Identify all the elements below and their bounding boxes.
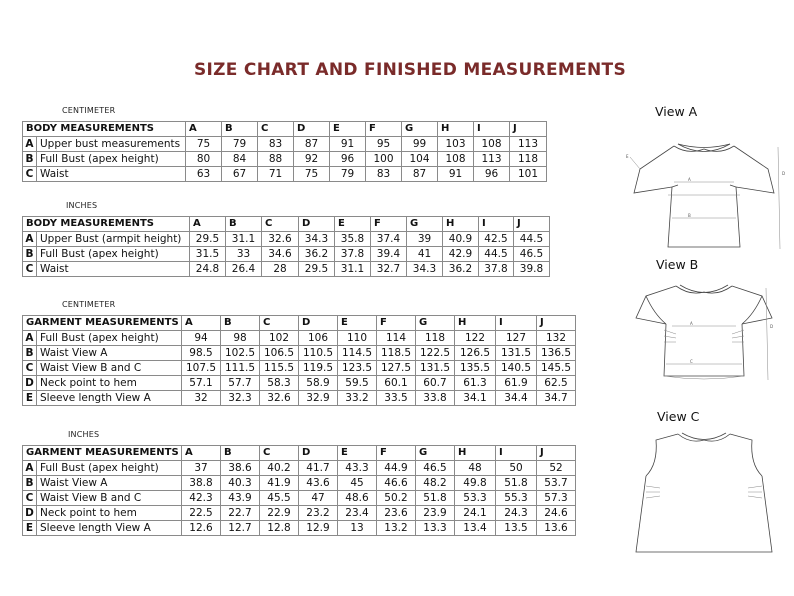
table-cell: 36.2 [443, 262, 479, 277]
table-cell: 107.5 [182, 361, 221, 376]
table-cell: 41.9 [260, 476, 299, 491]
row-label: Waist View A [37, 346, 182, 361]
table-cell: 131.5 [496, 346, 537, 361]
table-cell: 40.3 [221, 476, 260, 491]
view-c-label: View C [657, 409, 700, 424]
table-cell: 84 [222, 152, 258, 167]
table-cell: 29.5 [299, 262, 335, 277]
table-caption: INCHES [66, 201, 98, 210]
table-cell: 60.7 [416, 376, 455, 391]
table-cell: 34.6 [262, 247, 299, 262]
row-label: Neck point to hem [37, 376, 182, 391]
table-cell: 62.5 [537, 376, 576, 391]
table-cell: 24.3 [496, 506, 537, 521]
view-b-label: View B [656, 257, 699, 272]
table-cell: 35.8 [335, 232, 371, 247]
table-cell: 26.4 [226, 262, 262, 277]
table-cell: 51.8 [496, 476, 537, 491]
table-cell: 118 [510, 152, 547, 167]
measure-mark-d: D [782, 171, 786, 176]
row-letter: A [23, 461, 37, 476]
table-cell: 59.5 [338, 376, 377, 391]
table-cell: 57.3 [537, 491, 576, 506]
table-row [23, 361, 576, 376]
table-cell: 88 [258, 152, 294, 167]
table-cell: 102.5 [221, 346, 260, 361]
table-row [23, 247, 550, 262]
table-cell: 43.6 [299, 476, 338, 491]
table-header-label: GARMENT MEASUREMENTS [23, 446, 182, 461]
size-header-j: J [510, 122, 547, 137]
table-cell: 29.5 [190, 232, 226, 247]
size-header-d: D [294, 122, 330, 137]
table-cell: 50.2 [377, 491, 416, 506]
table-cell: 13 [338, 521, 377, 536]
view-b-garment-drawing [620, 280, 790, 400]
table-cell: 13.3 [416, 521, 455, 536]
row-letter: D [23, 506, 37, 521]
size-header-c: C [258, 122, 294, 137]
table-cell: 122.5 [416, 346, 455, 361]
size-header-e: E [330, 122, 366, 137]
table-cell: 98 [221, 331, 260, 346]
table-cell: 31.1 [335, 262, 371, 277]
table-cell: 132 [537, 331, 576, 346]
table-cell: 32 [182, 391, 221, 406]
table-header-row [23, 122, 547, 137]
table-cell: 45.5 [260, 491, 299, 506]
table-cell: 37.8 [479, 262, 514, 277]
row-label: Full Bust (apex height) [37, 152, 186, 167]
measure-mark-d: D [770, 324, 774, 329]
table-cell: 44.5 [514, 232, 550, 247]
table-caption: CENTIMETER [62, 106, 116, 115]
table-cell: 115.5 [260, 361, 299, 376]
size-header-i: I [496, 316, 537, 331]
table-cell: 32.3 [221, 391, 260, 406]
table-row [23, 391, 576, 406]
table-cell: 23.9 [416, 506, 455, 521]
row-label: Waist View A [37, 476, 182, 491]
table-cell: 145.5 [537, 361, 576, 376]
table-cell: 36.2 [299, 247, 335, 262]
table-cell: 45 [338, 476, 377, 491]
row-label: Sleeve length View A [37, 521, 182, 536]
size-header-h: H [438, 122, 474, 137]
table-cell: 38.6 [221, 461, 260, 476]
size-header-c: C [260, 446, 299, 461]
table-cell: 12.8 [260, 521, 299, 536]
table-cell: 37 [182, 461, 221, 476]
table-cell: 106 [299, 331, 338, 346]
table-cell: 23.2 [299, 506, 338, 521]
measure-mark-e: E [626, 154, 629, 159]
table-cell: 57.1 [182, 376, 221, 391]
size-header-j: J [537, 316, 576, 331]
table-cell: 32.6 [260, 391, 299, 406]
page-title: SIZE CHART AND FINISHED MEASUREMENTS [194, 60, 626, 80]
table-cell: 61.3 [455, 376, 496, 391]
table-cell: 33.5 [377, 391, 416, 406]
table-cell: 33.2 [338, 391, 377, 406]
size-header-f: F [366, 122, 402, 137]
table-row [23, 521, 576, 536]
table-cell: 48.6 [338, 491, 377, 506]
table-cell: 44.5 [479, 247, 514, 262]
row-label: Upper Bust (armpit height) [37, 232, 190, 247]
row-letter: A [23, 232, 37, 247]
table-cell: 13.6 [537, 521, 576, 536]
size-header-h: H [455, 316, 496, 331]
size-header-a: A [186, 122, 222, 137]
table-cell: 108 [438, 152, 474, 167]
table-cell: 106.5 [260, 346, 299, 361]
size-header-e: E [335, 217, 371, 232]
table-header-row [23, 217, 550, 232]
table-cell: 87 [402, 167, 438, 182]
table-row [23, 262, 550, 277]
size-header-d: D [299, 316, 338, 331]
table-cell: 34.3 [299, 232, 335, 247]
table-row [23, 491, 576, 506]
table-cell: 28 [262, 262, 299, 277]
table-cell: 55.3 [496, 491, 537, 506]
measure-mark-c: C [690, 359, 693, 364]
row-letter: B [23, 152, 37, 167]
table-header-row [23, 446, 576, 461]
table-cell: 41 [407, 247, 443, 262]
table-cell: 40.2 [260, 461, 299, 476]
table-cell: 94 [182, 331, 221, 346]
row-letter: A [23, 137, 37, 152]
table-cell: 75 [186, 137, 222, 152]
table-row [23, 376, 576, 391]
table-cell: 99 [402, 137, 438, 152]
view-c-garment-drawing [620, 428, 790, 556]
table-cell: 43.9 [221, 491, 260, 506]
view-a-garment-drawing [620, 125, 790, 255]
row-label: Waist View B and C [37, 491, 182, 506]
table-cell: 53.7 [537, 476, 576, 491]
table-cell: 123.5 [338, 361, 377, 376]
measure-mark-a: A [688, 177, 691, 182]
table-cell: 48 [455, 461, 496, 476]
table-cell: 75 [294, 167, 330, 182]
size-header-h: H [443, 217, 479, 232]
table-cell: 38.8 [182, 476, 221, 491]
size-header-a: A [182, 446, 221, 461]
table-cell: 43.3 [338, 461, 377, 476]
table-cell: 24.6 [537, 506, 576, 521]
table-cell: 42.9 [443, 247, 479, 262]
table-cell: 98.5 [182, 346, 221, 361]
size-header-c: C [262, 217, 299, 232]
body-measurements-cm-table [22, 121, 547, 182]
table-cell: 42.3 [182, 491, 221, 506]
table-cell: 61.9 [496, 376, 537, 391]
table-cell: 136.5 [537, 346, 576, 361]
table-cell: 39 [407, 232, 443, 247]
table-cell: 13.4 [455, 521, 496, 536]
table-cell: 113 [474, 152, 510, 167]
size-header-g: G [416, 316, 455, 331]
table-cell: 110.5 [299, 346, 338, 361]
size-header-d: D [299, 217, 335, 232]
table-cell: 135.5 [455, 361, 496, 376]
table-cell: 31.5 [190, 247, 226, 262]
table-cell: 13.5 [496, 521, 537, 536]
table-cell: 39.4 [371, 247, 407, 262]
table-cell: 108 [474, 137, 510, 152]
row-letter: C [23, 491, 37, 506]
table-cell: 92 [294, 152, 330, 167]
table-cell: 67 [222, 167, 258, 182]
table-cell: 101 [510, 167, 547, 182]
row-letter: C [23, 262, 37, 277]
table-cell: 52 [537, 461, 576, 476]
table-cell: 24.8 [190, 262, 226, 277]
measure-mark-b: B [688, 213, 691, 218]
size-header-b: B [226, 217, 262, 232]
size-header-b: B [221, 316, 260, 331]
table-cell: 95 [366, 137, 402, 152]
garment-measurements-in-table [22, 445, 576, 536]
table-cell: 12.7 [221, 521, 260, 536]
size-header-b: B [222, 122, 258, 137]
table-cell: 46.5 [514, 247, 550, 262]
table-cell: 34.7 [537, 391, 576, 406]
row-label: Full Bust (apex height) [37, 247, 190, 262]
table-cell: 114 [377, 331, 416, 346]
table-cell: 87 [294, 137, 330, 152]
row-label: Full Bust (apex height) [37, 461, 182, 476]
row-label: Waist [37, 262, 190, 277]
table-cell: 79 [330, 167, 366, 182]
table-cell: 51.8 [416, 491, 455, 506]
table-cell: 80 [186, 152, 222, 167]
table-cell: 127.5 [377, 361, 416, 376]
size-header-f: F [377, 316, 416, 331]
table-cell: 71 [258, 167, 294, 182]
row-label: Waist [37, 167, 186, 182]
row-letter: C [23, 167, 37, 182]
table-cell: 34.3 [407, 262, 443, 277]
size-header-a: A [182, 316, 221, 331]
table-cell: 110 [338, 331, 377, 346]
table-cell: 22.5 [182, 506, 221, 521]
table-cell: 12.6 [182, 521, 221, 536]
table-cell: 39.8 [514, 262, 550, 277]
table-cell: 41.7 [299, 461, 338, 476]
table-cell: 47 [299, 491, 338, 506]
table-cell: 118.5 [377, 346, 416, 361]
table-cell: 50 [496, 461, 537, 476]
table-cell: 34.1 [455, 391, 496, 406]
row-letter: D [23, 376, 37, 391]
table-cell: 24.1 [455, 506, 496, 521]
size-header-d: D [299, 446, 338, 461]
table-cell: 23.4 [338, 506, 377, 521]
table-header-label: GARMENT MEASUREMENTS [23, 316, 182, 331]
table-cell: 79 [222, 137, 258, 152]
table-cell: 33 [226, 247, 262, 262]
size-header-i: I [496, 446, 537, 461]
row-letter: B [23, 346, 37, 361]
size-header-b: B [221, 446, 260, 461]
table-cell: 58.9 [299, 376, 338, 391]
table-cell: 91 [330, 137, 366, 152]
size-header-j: J [537, 446, 576, 461]
size-header-i: I [479, 217, 514, 232]
table-cell: 46.5 [416, 461, 455, 476]
table-cell: 23.6 [377, 506, 416, 521]
table-cell: 32.6 [262, 232, 299, 247]
table-caption: CENTIMETER [62, 300, 116, 309]
row-letter: C [23, 361, 37, 376]
table-cell: 63 [186, 167, 222, 182]
table-cell: 40.9 [443, 232, 479, 247]
table-header-row [23, 316, 576, 331]
size-header-g: G [402, 122, 438, 137]
table-cell: 127 [496, 331, 537, 346]
table-cell: 91 [438, 167, 474, 182]
table-cell: 119.5 [299, 361, 338, 376]
row-label: Upper bust measurements [37, 137, 186, 152]
measure-mark-a: A [690, 321, 693, 326]
table-cell: 31.1 [226, 232, 262, 247]
table-row [23, 152, 547, 167]
table-row [23, 331, 576, 346]
table-row [23, 476, 576, 491]
table-cell: 48.2 [416, 476, 455, 491]
table-cell: 114.5 [338, 346, 377, 361]
size-header-g: G [416, 446, 455, 461]
table-caption: INCHES [68, 430, 100, 439]
size-header-f: F [377, 446, 416, 461]
table-cell: 96 [474, 167, 510, 182]
table-cell: 100 [366, 152, 402, 167]
table-cell: 53.3 [455, 491, 496, 506]
size-header-h: H [455, 446, 496, 461]
table-cell: 96 [330, 152, 366, 167]
size-header-e: E [338, 446, 377, 461]
table-row [23, 137, 547, 152]
table-cell: 22.9 [260, 506, 299, 521]
table-cell: 126.5 [455, 346, 496, 361]
size-header-f: F [371, 217, 407, 232]
table-cell: 22.7 [221, 506, 260, 521]
size-header-e: E [338, 316, 377, 331]
table-cell: 37.8 [335, 247, 371, 262]
table-cell: 83 [258, 137, 294, 152]
row-label: Sleeve length View A [37, 391, 182, 406]
table-cell: 57.7 [221, 376, 260, 391]
table-row [23, 232, 550, 247]
table-cell: 33.8 [416, 391, 455, 406]
table-cell: 32.9 [299, 391, 338, 406]
table-row [23, 346, 576, 361]
row-label: Waist View B and C [37, 361, 182, 376]
table-cell: 32.7 [371, 262, 407, 277]
body-measurements-in-table [22, 216, 550, 277]
table-cell: 42.5 [479, 232, 514, 247]
table-cell: 13.2 [377, 521, 416, 536]
table-header-label: BODY MEASUREMENTS [23, 217, 190, 232]
row-label: Full Bust (apex height) [37, 331, 182, 346]
table-cell: 131.5 [416, 361, 455, 376]
table-cell: 12.9 [299, 521, 338, 536]
table-cell: 58.3 [260, 376, 299, 391]
view-a-label: View A [655, 104, 698, 119]
table-cell: 46.6 [377, 476, 416, 491]
row-letter: E [23, 521, 37, 536]
table-cell: 122 [455, 331, 496, 346]
table-cell: 118 [416, 331, 455, 346]
table-cell: 102 [260, 331, 299, 346]
size-header-c: C [260, 316, 299, 331]
size-header-j: J [514, 217, 550, 232]
size-header-a: A [190, 217, 226, 232]
row-label: Neck point to hem [37, 506, 182, 521]
garment-measurements-cm-table [22, 315, 576, 406]
size-header-i: I [474, 122, 510, 137]
table-cell: 111.5 [221, 361, 260, 376]
row-letter: A [23, 331, 37, 346]
row-letter: E [23, 391, 37, 406]
table-cell: 60.1 [377, 376, 416, 391]
table-row [23, 461, 576, 476]
table-cell: 34.4 [496, 391, 537, 406]
table-header-label: BODY MEASUREMENTS [23, 122, 186, 137]
size-header-g: G [407, 217, 443, 232]
table-cell: 104 [402, 152, 438, 167]
table-cell: 140.5 [496, 361, 537, 376]
table-cell: 113 [510, 137, 547, 152]
row-letter: B [23, 247, 37, 262]
table-row [23, 506, 576, 521]
table-cell: 37.4 [371, 232, 407, 247]
row-letter: B [23, 476, 37, 491]
table-cell: 44.9 [377, 461, 416, 476]
table-row [23, 167, 547, 182]
table-cell: 49.8 [455, 476, 496, 491]
table-cell: 83 [366, 167, 402, 182]
table-cell: 103 [438, 137, 474, 152]
